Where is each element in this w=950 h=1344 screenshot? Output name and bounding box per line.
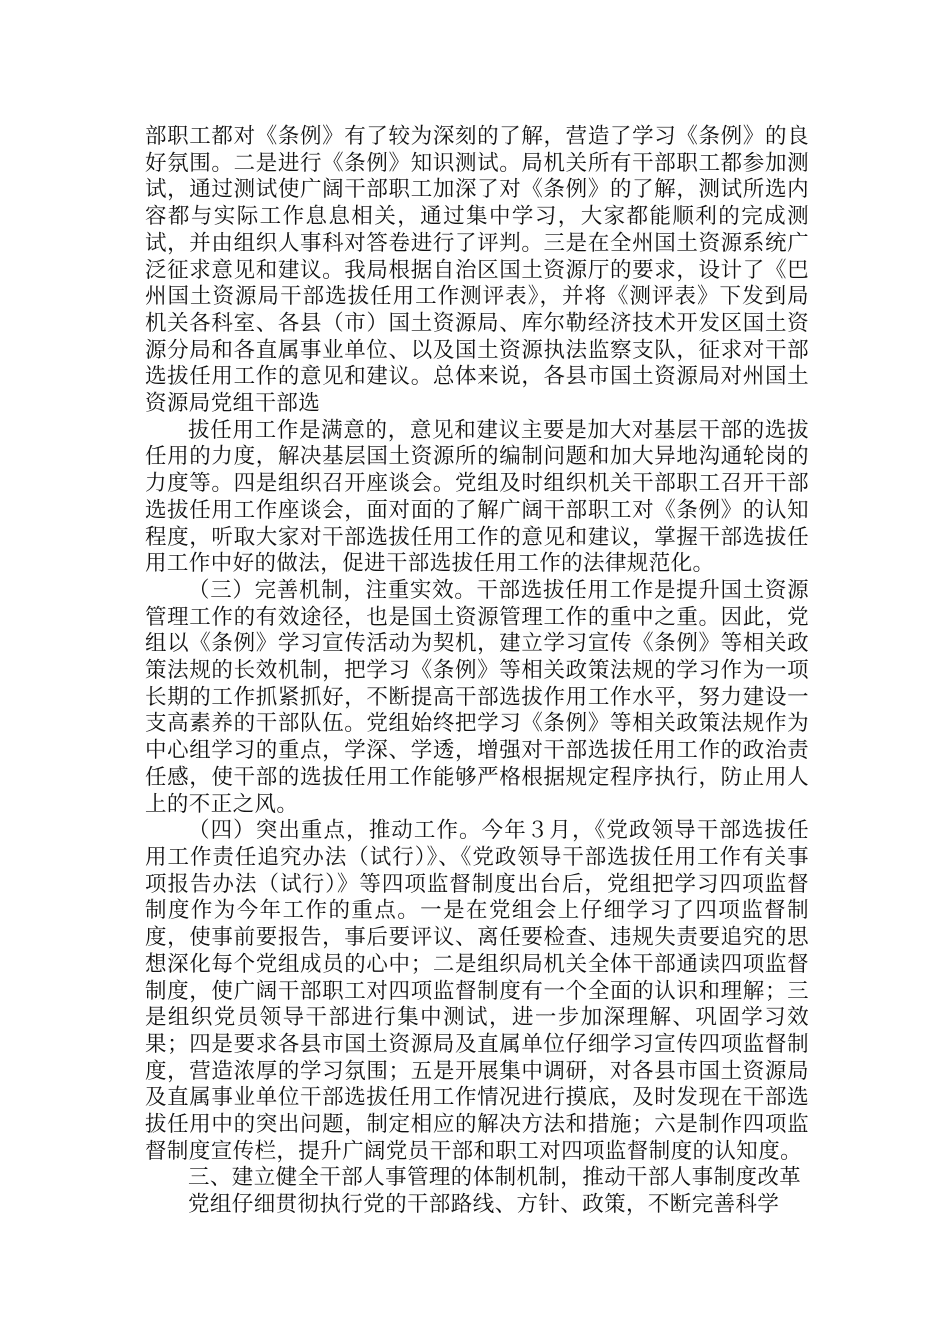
heading-part-three: 三、建立健全干部人事管理的体制机制，推动干部人事制度改革 — [188, 1165, 802, 1191]
paragraph-part-three-start: 党组仔细贯彻执行党的干部路线、方针、政策，不断完善科学 — [188, 1192, 780, 1218]
paragraph-selection-feedback: 拔任用工作是满意的，意见和建议主要是加大对基层干部的选拔任用的力度，解决基层国土资源所的编制问题和加大异地沟通轮岗的力度等。四是组织召开座谈会。党组及时组织机关干部职工召开干部选拔任用工作座谈会，面对面的了解广阔干部职工对《条例》的认知程度，听取大家对干部选拔任用工作的意见和建议，掌握干部选拔任用工作中好的做法，促进干部选拔任用工作的法律规范化。 — [145, 417, 809, 577]
paragraph-intro-continuation: 部职工都对《条例》有了较为深刻的了解，营造了学习《条例》的良好氛围。二是进行《条例》知识测试。局机关所有干部职工都参加测试，通过测试使广阔干部职工加深了对《条例》的了解，测试所选内容都与实际工作息息相关，通过集中学习，大家都能顺利的完成测试，并由组织人事科对答卷进行了评判。三是在全州国土资源系统广泛征求意见和建议。我局根据自治区国土资源厅的要求，设计了《巴州国土资源局干部选拔任用工作测评表》，并将《测评表》下发到局机关各科室、各县（市）国土资源局、库尔勒经济技术开发区国土资源分局和各直属事业单位、以及国土资源执法监察支队，征求对干部选拔任用工作的意见和建议。总体来说，各县市国土资源局对州国土资源局党组干部选 — [145, 124, 809, 417]
paragraph-section-three: （三）完善机制，注重实效。干部选拔任用工作是提升国土资源管理工作的有效途径，也是国土资源管理工作的重中之重。因此，党组以《条例》学习宣传活动为契机，建立学习宣传《条例》等相关政策法规的长效机制，把学习《条例》等相关政策法规的学习作为一项长期的工作抓紧抓好，不断提高干部选拔作用工作水平，努力建设一支高素养的干部队伍。党组始终把学习《条例》等相关政策法规作为中心组学习的重点，学深、学透，增强对干部选拔任用工作的政治责任感，使干部的选拔任用工作能够严格根据规定程序执行，防止用人上的不正之风。 — [145, 577, 809, 817]
document-page — [145, 124, 809, 1219]
paragraph-section-four: （四）突出重点，推动工作。今年３月，《党政领导干部选拔任用工作责任追究办法（试行）》、《党政领导干部选拔任用工作有关事项报告办法（试行）》等四项监督制度出台后，党组把学习四项监督制度作为今年工作的重点。一是在党组会上仔细学习了四项监督制度，使事前要报告，事后要评议、离任要检查、违规失责要追究的思想深化每个党组成员的心中；二是组织局机关全体干部通读四项监督制度，使广阔干部职工对四项监督制度有一个全面的认识和理解；三是组织党员领导干部进行集中测试，进一步加深理解、巩固学习效果；四是要求各县市国土资源局及直属单位仔细学习宣传四项监督制度，营造浓厚的学习氛围；五是开展集中调研，对各县市国土资源局及直属事业单位干部选拔任用工作情况进行摸底，及时发现在干部选拔任用中的突出问题，制定相应的解决方法和措施；六是制作四项监督制度宣传栏，提升广阔党员干部和职工对四项监督制度的认知度。 — [145, 818, 809, 1164]
